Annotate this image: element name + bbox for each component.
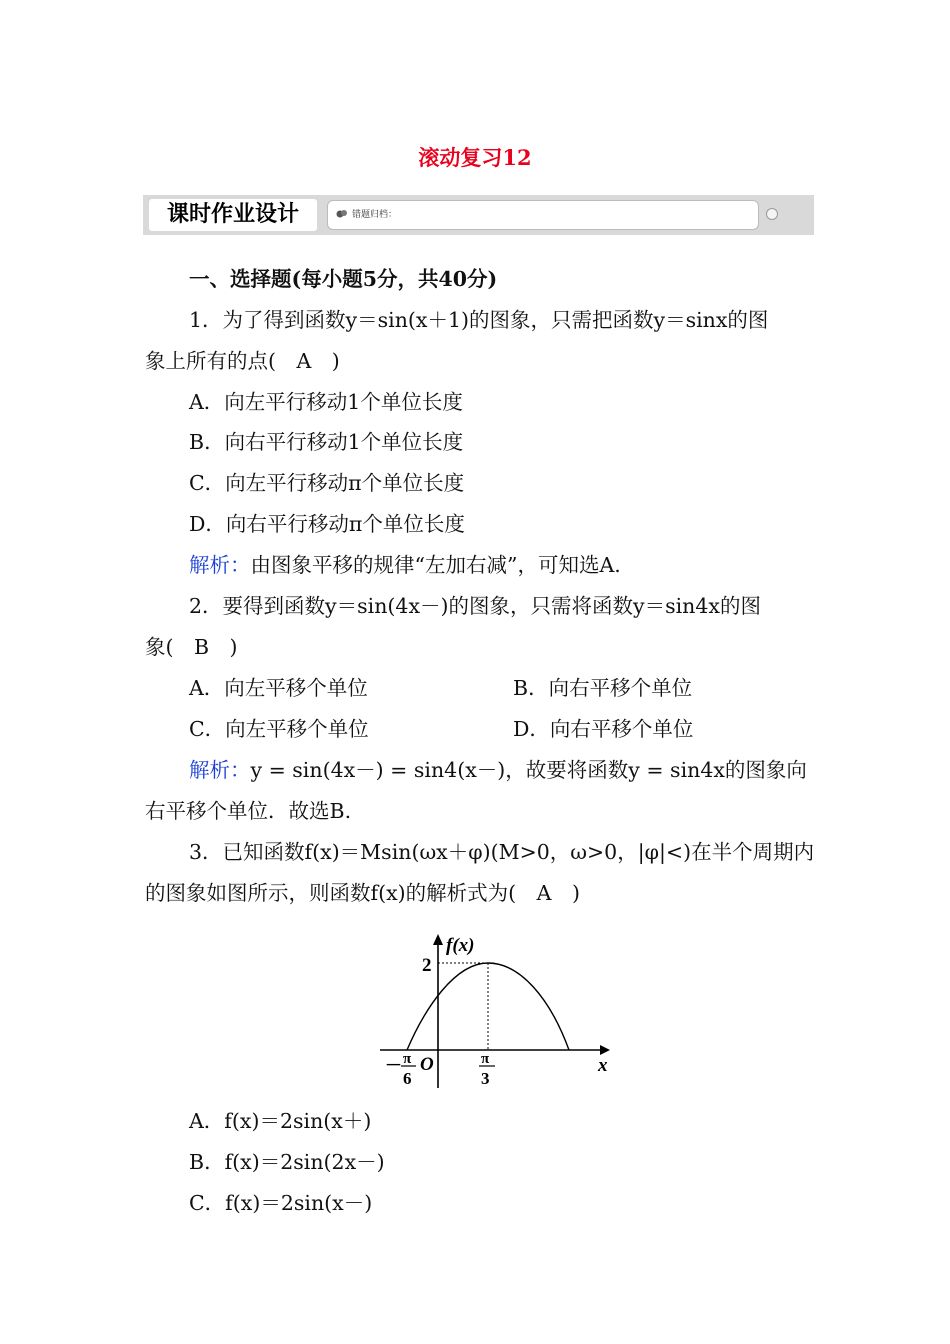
field-label: 错题归档： (352, 210, 398, 220)
left-tick-denominator: 6 (403, 1069, 412, 1088)
homework-banner (143, 195, 814, 235)
q3-stem-line1: 3．已知函数f(x)＝Msin(ωx＋φ)(M>0，ω>0，|φ|<)在半个周期内 (189, 840, 815, 864)
origin-label: O (420, 1054, 434, 1075)
q2-analysis (189, 756, 807, 784)
analysis-label: 解析： (189, 553, 251, 577)
q2-option-a: A．向左平移个单位 (189, 676, 368, 700)
q1-stem-line2: 象上所有的点( A ) (145, 349, 340, 373)
q2-stem-line2: 象( B ) (145, 635, 238, 659)
y-max-label: 2 (422, 955, 432, 976)
analysis-label: 解析： (189, 758, 251, 782)
banner-button[interactable] (766, 208, 778, 220)
peak-tick-numerator: π (481, 1051, 490, 1067)
q1-stem-line1: 1．为了得到函数y＝sin(x＋1)的图象，只需把函数y＝sinx的图 (189, 308, 769, 332)
q2-option-d: D．向右平移个单位 (513, 717, 694, 741)
cloud-icon (335, 206, 349, 220)
q1-option-a: A．向左平行移动1个单位长度 (189, 390, 463, 414)
banner-label: 课时作业设计 (149, 199, 317, 231)
left-tick-numerator: π (403, 1051, 412, 1067)
q3-stem-line2: 的图象如图所示，则函数f(x)的解析式为( A ) (145, 881, 580, 905)
x-axis-label: x (598, 1055, 608, 1076)
left-tick-sign: － (385, 1056, 402, 1075)
q1-option-d: D．向右平行移动π个单位长度 (189, 512, 465, 536)
y-axis-arrow (433, 934, 443, 945)
q3-option-c: C．f(x)＝2sin(x－) (189, 1191, 373, 1215)
q3-option-b: B．f(x)＝2sin(2x－) (189, 1150, 385, 1174)
y-axis-label: f(x) (446, 935, 475, 956)
analysis-text: y = sin(4x－) = sin4(x－)，故要将函数y = sin4x的图象向 (250, 758, 807, 782)
q3-option-a: A．f(x)＝2sin(x＋) (189, 1109, 372, 1133)
error-archive-field[interactable] (327, 200, 759, 230)
analysis-text: 由图象平移的规律“左加右减”，可知选A. (250, 553, 621, 577)
q2-option-c: C．向左平移个单位 (189, 717, 369, 741)
section-heading: 一、选择题(每小题5分，共40分) (189, 267, 498, 291)
peak-tick-denominator: 3 (481, 1069, 490, 1088)
x-axis-arrow (600, 1045, 610, 1055)
q1-option-c: C．向左平行移动π个单位长度 (189, 471, 465, 495)
q2-stem-line1: 2．要得到函数y＝sin(4x－)的图象，只需将函数y＝sin4x的图 (189, 594, 761, 618)
sine-graph (380, 928, 620, 1093)
q1-option-b: B．向右平行移动1个单位长度 (189, 430, 464, 454)
q2-analysis-line2: 右平移个单位．故选B. (145, 799, 352, 823)
q2-option-b: B．向右平移个单位 (513, 676, 693, 700)
page-title: 滚动复习12 (418, 145, 532, 170)
q1-analysis (189, 551, 621, 579)
